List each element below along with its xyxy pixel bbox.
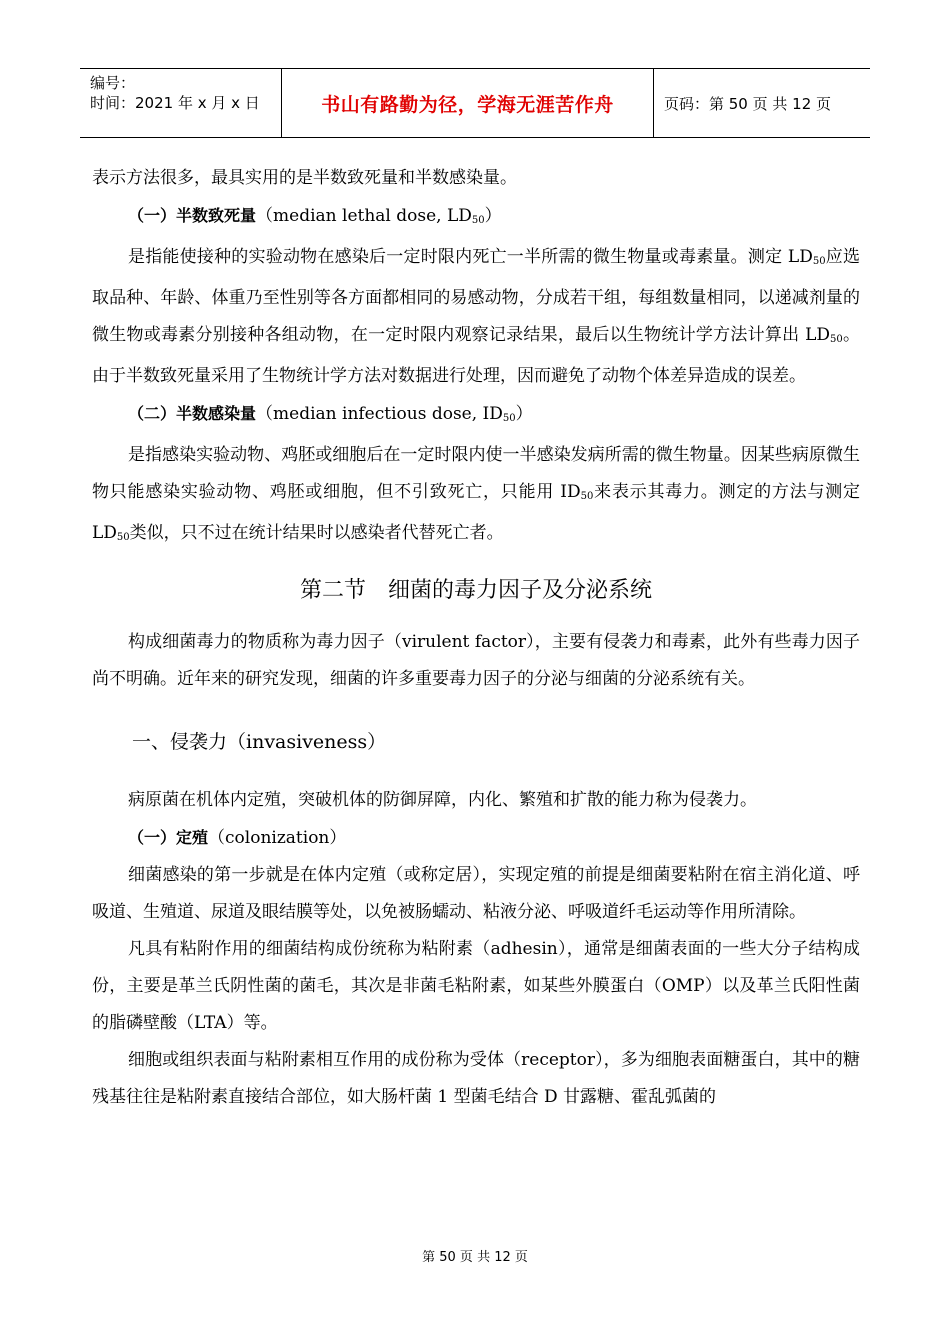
header-motto: 书山有路勤为径，学海无涯苦作舟 [282,69,654,137]
id50-heading-close: ） [515,404,533,424]
header-table [80,68,870,138]
id50-sub-b: 50 [116,532,130,543]
id50-heading-en: （median infectious dose, ID [256,404,503,424]
ld50-text-b: 应选取品种、年龄、体重乃至性别等各方面都相同的易感动物，分成若干组，每组数量相同，以递减剂量的微生物或毒素分别接种各组动物，在一定时限内观察记录结果，最后以生物统计学方法计算出 LD [92,247,860,345]
ld50-heading-cn: （一）半数致死量 [128,206,257,225]
id50-text-a: 是指感染实验动物、鸡胚或细胞后在一定时限内使一半感染发病所需的微生物量。因某些病原微生物只能感染实验动物、鸡胚或细胞，但不引致死亡，只能用 ID [92,445,860,502]
id50-sub-a: 50 [580,491,594,502]
header-page-info: 页码：第 50 页 共 12 页 [664,94,832,113]
document-body [92,160,860,1116]
colonization-paragraph-3: 细胞或组织表面与粘附素相互作用的成份称为受体（receptor），多为细胞表面糖蛋白，其中的糖残基往往是粘附素直接结合部位，如大肠杆菌 1 型菌毛结合 D 甘露糖、霍乱弧菌的 [92,1050,860,1107]
id50-paragraph [92,437,860,556]
ld50-sub-a: 50 [812,256,826,267]
colonization-heading-cn: （一）定殖 [128,828,209,847]
number-label: 编号： [90,74,136,92]
invasiveness-title: 一、侵袭力（invasiveness） [132,731,387,753]
time-label: 时间：2021 年 x 月 x 日 [90,94,260,112]
ld50-sub-b: 50 [830,334,843,345]
ld50-heading-sub: 50 [471,215,485,226]
header-meta [80,69,282,137]
id50-text-b: 来表示其毒力。测定的方法与测定 LD [92,482,861,543]
intro-paragraph: 表示方法很多，最具实用的是半数致死量和半数感染量。 [92,168,517,188]
id50-heading [92,395,860,437]
section-title: 第二节 细菌的毒力因子及分泌系统 [299,578,652,603]
id50-text-c: 类似，只不过在统计结果时以感染者代替死亡者。 [129,523,504,543]
ld50-text-a: 是指能使接种的实验动物在感染后一定时限内死亡一半所需的微生物量或毒素量。测定 LD [128,247,813,267]
id50-heading-cn: （二）半数感染量 [128,404,257,423]
colonization-heading-en: （colonization） [208,828,347,848]
ld50-text-c: 。由于半数致死量采用了生物统计学方法对数据进行处理，因而避免了动物个体差异造成的误差。 [92,325,861,386]
ld50-paragraph [92,239,860,395]
id50-heading-sub: 50 [502,413,516,424]
colonization-heading [92,819,860,857]
page-footer: 第 50 页 共 12 页 [422,1250,528,1265]
colonization-paragraph-2: 凡具有粘附作用的细菌结构成份统称为粘附素（adhesin），通常是细菌表面的一些大分子结构成份，主要是革兰氏阴性菌的菌毛，其次是非菌毛粘附素，如某些外膜蛋白（OMP）以及革兰氏阳性菌的脂磷壁酸（LTA）等。 [92,939,860,1033]
ld50-heading-close: ） [484,206,502,226]
ld50-heading-en: （median lethal dose, LD [256,206,472,226]
invasiveness-paragraph: 病原菌在机体内定殖，突破机体的防御屏障，内化、繁殖和扩散的能力称为侵袭力。 [128,790,757,810]
colonization-paragraph-1: 细菌感染的第一步就是在体内定殖（或称定居），实现定殖的前提是细菌要粘附在宿主消化道、呼吸道、生殖道、尿道及眼结膜等处，以免被肠蠕动、粘液分泌、呼吸道纤毛运动等作用所清除。 [92,865,860,922]
ld50-heading [92,197,860,239]
section-intro-paragraph: 构成细菌毒力的物质称为毒力因子（virulent factor），主要有侵袭力和毒素，此外有些毒力因子尚不明确。近年来的研究发现，细菌的许多重要毒力因子的分泌与细菌的分泌系统有关。 [92,632,860,689]
